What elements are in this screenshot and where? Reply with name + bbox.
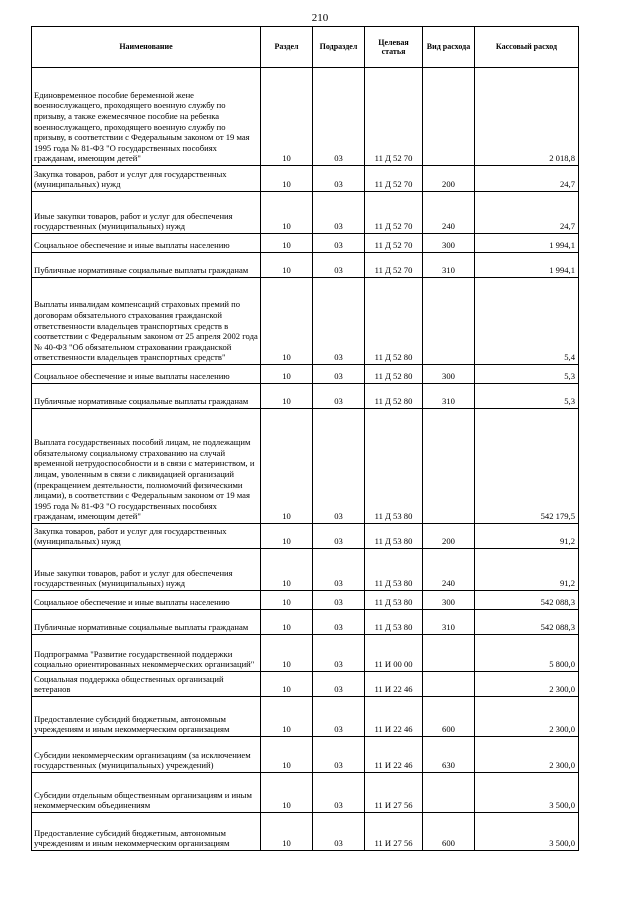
header-section: Раздел bbox=[261, 27, 313, 68]
row-section: 10 bbox=[261, 549, 313, 591]
row-section: 10 bbox=[261, 672, 313, 697]
row-subsection: 03 bbox=[313, 635, 365, 672]
row-subsection: 03 bbox=[313, 697, 365, 737]
row-subsection: 03 bbox=[313, 591, 365, 610]
row-section: 10 bbox=[261, 409, 313, 524]
row-name: Социальная поддержка общественных организаций ветеранов bbox=[32, 672, 261, 697]
row-amount: 91,2 bbox=[475, 524, 579, 549]
row-name: Иные закупки товаров, работ и услуг для обеспечения государственных (муниципальных) нужд bbox=[32, 192, 261, 234]
row-type bbox=[423, 773, 475, 813]
expense-table bbox=[31, 26, 579, 851]
row-type bbox=[423, 635, 475, 672]
row-type bbox=[423, 672, 475, 697]
table-row bbox=[32, 591, 579, 610]
row-name: Публичные нормативные социальные выплаты гражданам bbox=[32, 384, 261, 409]
row-subsection: 03 bbox=[313, 409, 365, 524]
row-target: 11 И 27 56 bbox=[365, 773, 423, 813]
row-target: 11 Д 52 70 bbox=[365, 253, 423, 278]
row-name: Выплата государственных пособий лицам, не подлежащим обязательному социальному страхованию на случай временной нетрудоспособности и в связи с материнством, и лицам, уволенным в связи с ликвидацией организаций (прекращением деятельности, полномочий физическими лицами), в соответствии с Федеральным законом от 19 мая 1995 года № 81-ФЗ "О государственных пособиях гражданам, имеющим детей" bbox=[32, 409, 261, 524]
row-amount: 5,3 bbox=[475, 365, 579, 384]
row-amount: 2 018,8 bbox=[475, 68, 579, 166]
row-type: 240 bbox=[423, 549, 475, 591]
row-target: 11 И 00 00 bbox=[365, 635, 423, 672]
row-type bbox=[423, 68, 475, 166]
row-section: 10 bbox=[261, 591, 313, 610]
row-type: 310 bbox=[423, 384, 475, 409]
row-name: Закупка товаров, работ и услуг для государственных (муниципальных) нужд bbox=[32, 524, 261, 549]
row-target: 11 Д 53 80 bbox=[365, 524, 423, 549]
table-row bbox=[32, 524, 579, 549]
table-row bbox=[32, 773, 579, 813]
row-target: 11 Д 52 70 bbox=[365, 68, 423, 166]
table-row bbox=[32, 253, 579, 278]
row-name: Публичные нормативные социальные выплаты гражданам bbox=[32, 253, 261, 278]
row-amount: 542 088,3 bbox=[475, 591, 579, 610]
row-target: 11 Д 52 70 bbox=[365, 166, 423, 192]
row-target: 11 Д 53 80 bbox=[365, 409, 423, 524]
row-amount: 5,4 bbox=[475, 278, 579, 365]
row-name: Единовременное пособие беременной жене военнослужащего, проходящего военную службу по призыву, а также ежемесячное пособие на ребенка военнослужащего, проходящего военную службу по призыву, в соответствии с Федеральным законом от 19 мая 1995 года № 81-ФЗ "О государственных пособиях гражданам, имеющим детей" bbox=[32, 68, 261, 166]
row-subsection: 03 bbox=[313, 166, 365, 192]
row-amount: 1 994,1 bbox=[475, 234, 579, 253]
table-row bbox=[32, 384, 579, 409]
row-subsection: 03 bbox=[313, 68, 365, 166]
row-subsection: 03 bbox=[313, 253, 365, 278]
row-section: 10 bbox=[261, 253, 313, 278]
row-type bbox=[423, 278, 475, 365]
row-target: 11 Д 53 80 bbox=[365, 591, 423, 610]
table-row bbox=[32, 234, 579, 253]
row-amount: 3 500,0 bbox=[475, 813, 579, 851]
row-name: Социальное обеспечение и иные выплаты населению bbox=[32, 591, 261, 610]
row-type: 240 bbox=[423, 192, 475, 234]
row-section: 10 bbox=[261, 278, 313, 365]
row-type: 310 bbox=[423, 610, 475, 635]
row-subsection: 03 bbox=[313, 773, 365, 813]
table-row bbox=[32, 813, 579, 851]
row-type: 300 bbox=[423, 365, 475, 384]
row-section: 10 bbox=[261, 192, 313, 234]
table-row bbox=[32, 549, 579, 591]
row-section: 10 bbox=[261, 635, 313, 672]
table-row bbox=[32, 409, 579, 524]
row-type: 300 bbox=[423, 234, 475, 253]
table-row bbox=[32, 192, 579, 234]
row-name: Публичные нормативные социальные выплаты гражданам bbox=[32, 610, 261, 635]
table-row bbox=[32, 672, 579, 697]
row-subsection: 03 bbox=[313, 672, 365, 697]
row-name: Выплаты инвалидам компенсаций страховых премий по договорам обязательного страхования гражданской ответственности владельцев транспортных средств в соответствии с Федеральным законом от 25 апреля 2002 года № 40-ФЗ "Об обязательном страховании гражданской ответственности владельцев транспортных средств" bbox=[32, 278, 261, 365]
row-target: 11 Д 52 80 bbox=[365, 365, 423, 384]
row-subsection: 03 bbox=[313, 610, 365, 635]
row-type: 600 bbox=[423, 813, 475, 851]
row-type: 200 bbox=[423, 166, 475, 192]
row-type: 300 bbox=[423, 591, 475, 610]
row-amount: 2 300,0 bbox=[475, 672, 579, 697]
row-amount: 24,7 bbox=[475, 192, 579, 234]
row-amount: 5 800,0 bbox=[475, 635, 579, 672]
row-target: 11 Д 53 80 bbox=[365, 549, 423, 591]
row-section: 10 bbox=[261, 524, 313, 549]
row-subsection: 03 bbox=[313, 549, 365, 591]
row-amount: 1 994,1 bbox=[475, 253, 579, 278]
row-section: 10 bbox=[261, 610, 313, 635]
header-expense-type: Вид расхода bbox=[423, 27, 475, 68]
row-name: Предоставление субсидий бюджетным, автономным учреждениям и иным некоммерческим организациям bbox=[32, 813, 261, 851]
row-subsection: 03 bbox=[313, 278, 365, 365]
table-row bbox=[32, 365, 579, 384]
row-section: 10 bbox=[261, 697, 313, 737]
row-target: 11 Д 52 70 bbox=[365, 234, 423, 253]
row-target: 11 И 27 56 bbox=[365, 813, 423, 851]
row-section: 10 bbox=[261, 166, 313, 192]
row-type: 200 bbox=[423, 524, 475, 549]
row-target: 11 И 22 46 bbox=[365, 697, 423, 737]
row-target: 11 И 22 46 bbox=[365, 672, 423, 697]
row-name: Социальное обеспечение и иные выплаты населению bbox=[32, 365, 261, 384]
row-name: Закупка товаров, работ и услуг для государственных (муниципальных) нужд bbox=[32, 166, 261, 192]
row-type bbox=[423, 409, 475, 524]
row-subsection: 03 bbox=[313, 813, 365, 851]
row-amount: 5,3 bbox=[475, 384, 579, 409]
row-target: 11 И 22 46 bbox=[365, 737, 423, 773]
row-target: 11 Д 53 80 bbox=[365, 610, 423, 635]
row-type: 630 bbox=[423, 737, 475, 773]
header-target: Целевая статья bbox=[365, 27, 423, 68]
row-section: 10 bbox=[261, 365, 313, 384]
row-section: 10 bbox=[261, 68, 313, 166]
row-target: 11 Д 52 80 bbox=[365, 384, 423, 409]
row-section: 10 bbox=[261, 773, 313, 813]
header-amount: Кассовый расход bbox=[475, 27, 579, 68]
row-subsection: 03 bbox=[313, 524, 365, 549]
row-amount: 542 088,3 bbox=[475, 610, 579, 635]
row-name: Субсидии отдельным общественным организациям и иным некоммерческим объединениям bbox=[32, 773, 261, 813]
header-subsection: Подраздел bbox=[313, 27, 365, 68]
row-subsection: 03 bbox=[313, 737, 365, 773]
row-amount: 3 500,0 bbox=[475, 773, 579, 813]
row-name: Предоставление субсидий бюджетным, автономным учреждениям и иным некоммерческим организациям bbox=[32, 697, 261, 737]
row-section: 10 bbox=[261, 737, 313, 773]
table-row bbox=[32, 635, 579, 672]
row-amount: 2 300,0 bbox=[475, 737, 579, 773]
row-name: Иные закупки товаров, работ и услуг для обеспечения государственных (муниципальных) нужд bbox=[32, 549, 261, 591]
row-type: 600 bbox=[423, 697, 475, 737]
table-row bbox=[32, 737, 579, 773]
row-subsection: 03 bbox=[313, 192, 365, 234]
row-name: Субсидии некоммерческим организациям (за исключением государственных (муниципальных) учреждений) bbox=[32, 737, 261, 773]
row-amount: 2 300,0 bbox=[475, 697, 579, 737]
page-number: 210 bbox=[311, 12, 329, 24]
table-row bbox=[32, 68, 579, 166]
row-amount: 24,7 bbox=[475, 166, 579, 192]
header-name: Наименование bbox=[32, 27, 261, 68]
table-row bbox=[32, 697, 579, 737]
row-amount: 91,2 bbox=[475, 549, 579, 591]
row-section: 10 bbox=[261, 234, 313, 253]
row-subsection: 03 bbox=[313, 365, 365, 384]
table-header-row bbox=[32, 27, 579, 68]
row-section: 10 bbox=[261, 813, 313, 851]
table-row bbox=[32, 610, 579, 635]
row-subsection: 03 bbox=[313, 384, 365, 409]
row-target: 11 Д 52 70 bbox=[365, 192, 423, 234]
row-name: Социальное обеспечение и иные выплаты населению bbox=[32, 234, 261, 253]
row-subsection: 03 bbox=[313, 234, 365, 253]
table-row bbox=[32, 278, 579, 365]
row-type: 310 bbox=[423, 253, 475, 278]
row-name: Подпрограмма "Развитие государственной поддержки социально ориентированных некоммерческих организаций" bbox=[32, 635, 261, 672]
row-section: 10 bbox=[261, 384, 313, 409]
row-amount: 542 179,5 bbox=[475, 409, 579, 524]
row-target: 11 Д 52 80 bbox=[365, 278, 423, 365]
table-row bbox=[32, 166, 579, 192]
